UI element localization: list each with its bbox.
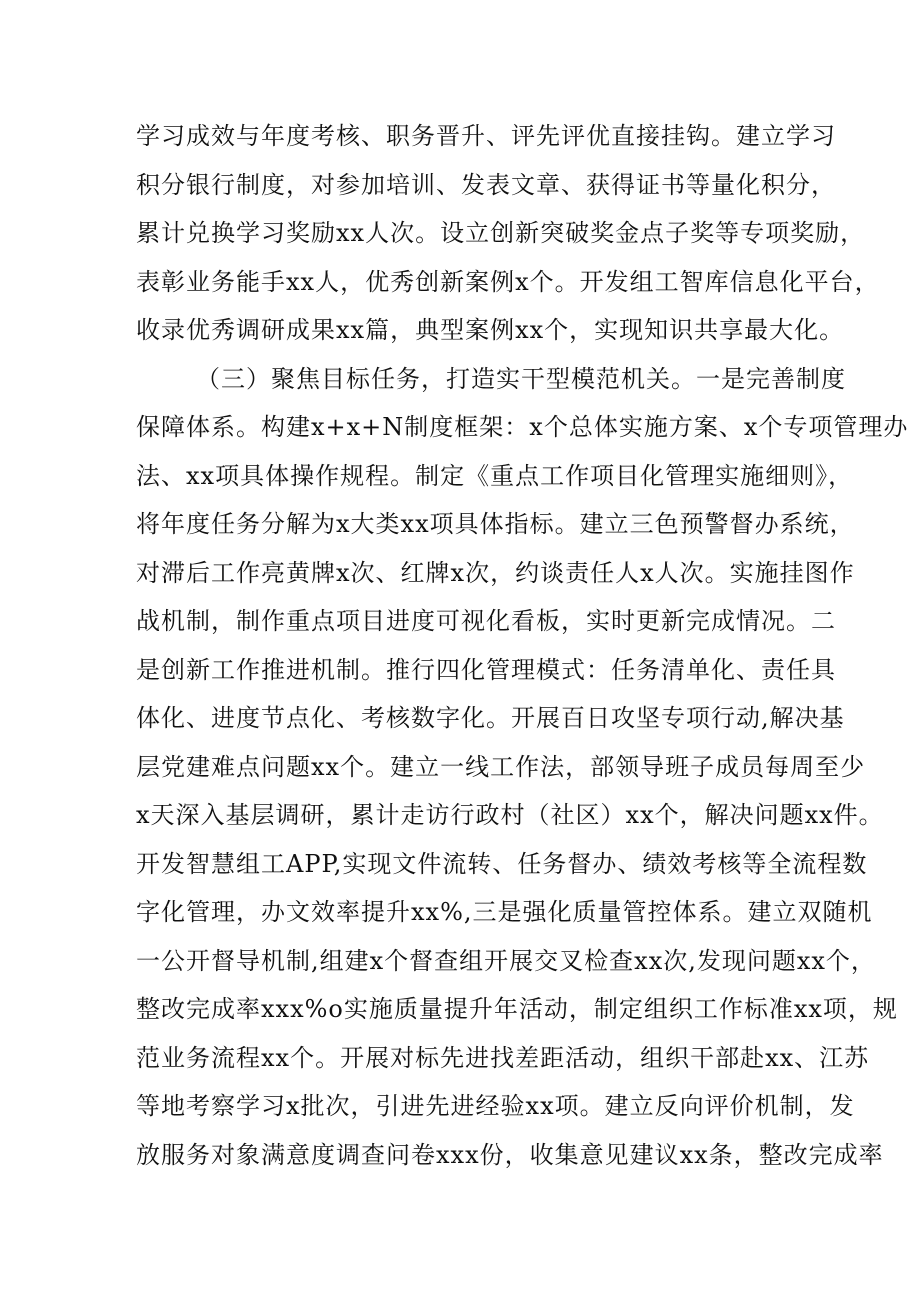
text-line: 保障体系。构建x+x+N制度框架：x个总体实施方案、x个专项管理办 <box>136 413 909 441</box>
text-line: 收录优秀调研成果xx篇，典型案例xx个，实现知识共享最大化。 <box>136 316 845 344</box>
text-line: 开发智慧组工APP,实现文件流转、任务督办、绩效考核等全流程数 <box>136 849 868 878</box>
text-line: 对滞后工作亮黄牌x次、红牌x次，约谈责任人x人次。实施挂图作 <box>136 558 855 587</box>
section-heading-line: （三）聚焦目标任务，打造实干型模范机关。一是完善制度 <box>196 364 846 393</box>
text-line: 将年度任务分解为x大类xx项具体指标。建立三色预警督办系统， <box>136 510 855 538</box>
text-line: 累计兑换学习奖励xx人次。设立创新突破奖金点子奖等专项奖励， <box>136 219 866 247</box>
text-line: 战机制，制作重点项目进度可视化看板，实时更新完成情况。二 <box>136 607 836 635</box>
text-line: 等地考察学习x批次，引进先进经验xx项。建立反向评价机制，发 <box>136 1092 855 1120</box>
text-line: 表彰业务能手xx人，优秀创新案例x个。开发组工智库信息化平台， <box>136 267 880 296</box>
text-line: 法、xx项具体操作规程。制定《重点工作项目化管理实施细则》， <box>136 461 854 490</box>
text-line: 层党建难点问题xx个。建立一线工作法，部领导班子成员每周至少 <box>136 752 866 781</box>
body-text <box>136 112 909 1179</box>
text-line: 积分银行制度，对参加培训、发表文章、获得证书等量化积分， <box>136 170 836 199</box>
text-line: 学习成效与年度考核、职务晋升、评先评优直接挂钩。建立学习 <box>136 122 836 150</box>
text-line: 体化、进度节点化、考核数字化。开展百日攻坚专项行动,解决基 <box>136 704 845 732</box>
text-line: 整改完成率xxx%o实施质量提升年活动，制定组织工作标准xx项，规 <box>136 995 898 1023</box>
text-line: x天深入基层调研，累计走访行政村（社区）xx个，解决问题xx件。 <box>136 801 884 829</box>
text-line: 一公开督导机制,组建x个督查组开展交叉检查xx次,发现问题xx个， <box>136 946 876 975</box>
text-line: 范业务流程xx个。开展对标先进找差距活动，组织干部赴xx、江苏 <box>136 1043 870 1072</box>
text-line: 是创新工作推进机制。推行四化管理模式：任务清单化、责任具 <box>136 655 836 684</box>
text-line: 字化管理，办文效率提升xx%,三是强化质量管控体系。建立双随机 <box>136 898 873 926</box>
text-line: 放服务对象满意度调查问卷xxx份，收集意见建议xx条，整改完成率 <box>136 1140 884 1169</box>
